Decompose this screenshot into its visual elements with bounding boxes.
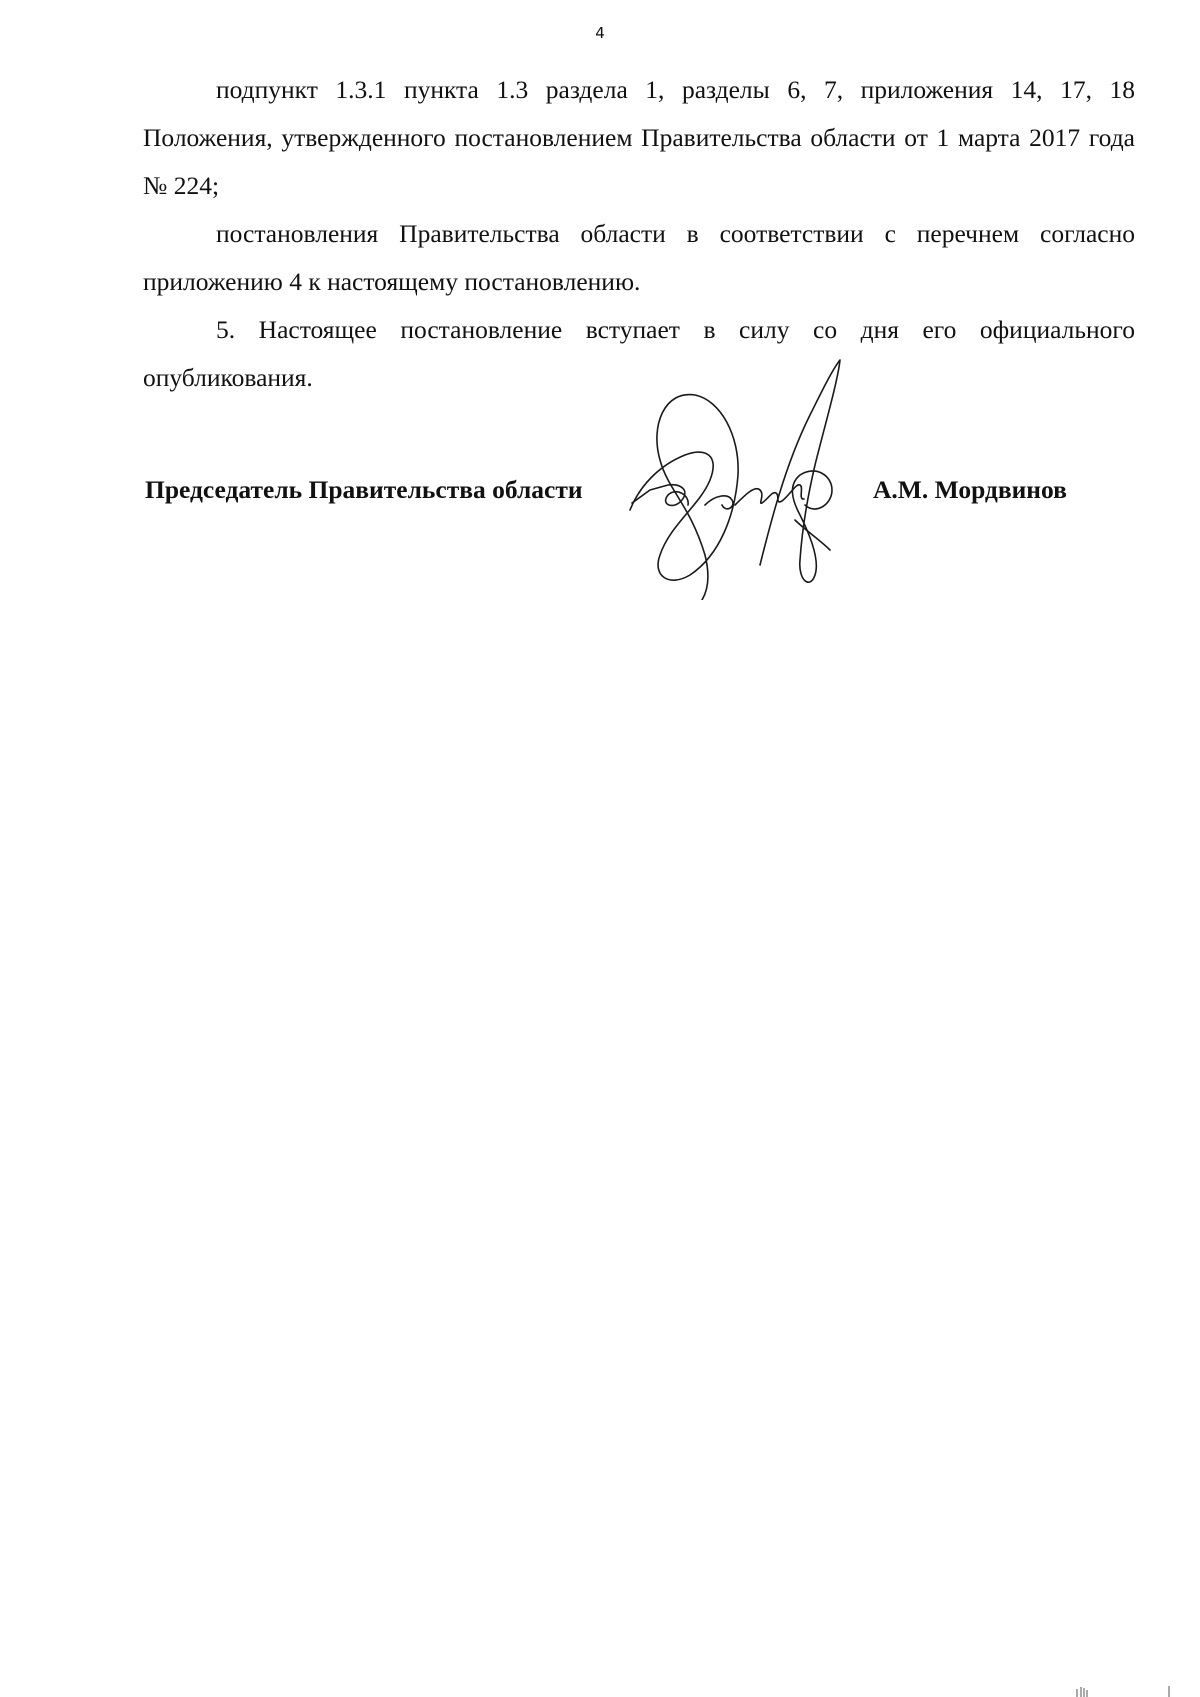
handwritten-signature [610, 355, 870, 600]
signer-name: А.М. Мордвинов [873, 475, 1067, 504]
document-body [143, 66, 1135, 402]
paragraph-effective-date: 5. Настоящее постановление вступает в силу со дня его официального опубликования. [143, 315, 1135, 392]
signer-position: Председатель Правительства области [145, 475, 583, 504]
scan-edge-marks [1075, 1683, 1175, 1697]
paragraph-resolutions-list: постановления Правительства области в соответствии с перечнем согласно приложению 4 к настоящему постановлению. [143, 219, 1135, 296]
paragraph-subclause-reference: подпункт 1.3.1 пункта 1.3 раздела 1, разделы 6, 7, приложения 14, 17, 18 Положения, утвержденного постановлением Правительства области от 1 марта 2017 года № 224; [143, 75, 1135, 200]
page-number: 4 [595, 24, 605, 42]
